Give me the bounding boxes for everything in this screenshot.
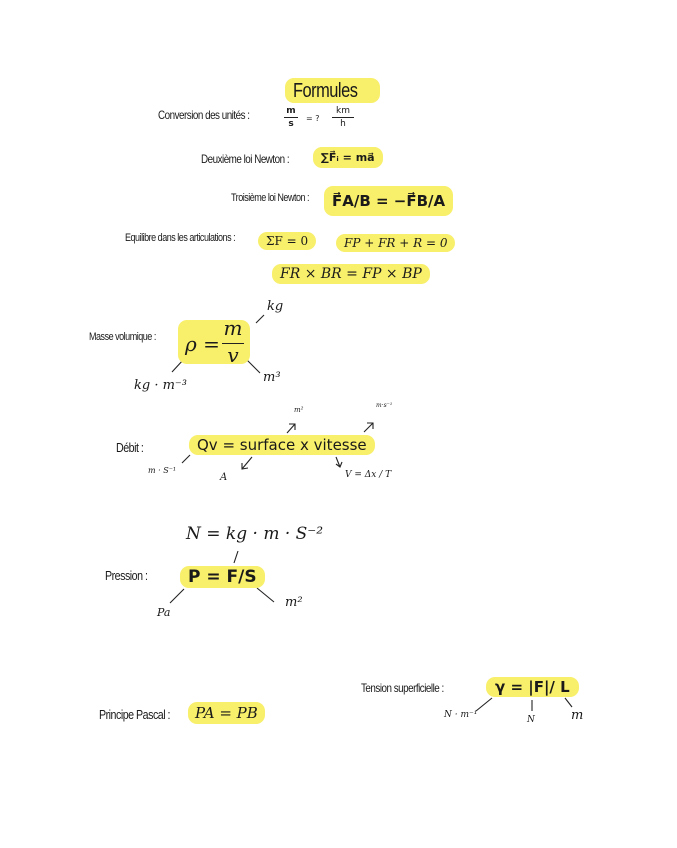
page-title [285,78,380,103]
debit-label: Débit : [116,440,144,455]
tension-label: Tension superficielle : [361,681,444,695]
conversion-num2: km [336,106,350,116]
newton2-formula: ∑F⃗ᵢ = ma⃗ [313,147,383,168]
tension-formula: γ = |F|/ L [486,677,579,697]
pression-label: Pression : [105,568,148,583]
conversion-den1: s [288,119,294,129]
masse-unit-mass: kg [267,299,284,314]
tension-unit-gamma: N · m⁻¹ [444,710,478,720]
masse-unit-rho: kg · m⁻³ [134,378,187,393]
equilibre-moments: FR × BR = FP × BP [272,264,430,284]
conversion-den2: h [340,119,346,129]
conversion-equals: = ? [306,114,320,123]
pascal-label: Principe Pascal : [99,707,171,722]
debit-formula: Qv = surface x vitesse [189,435,375,455]
pression-unit-force: N = kg · m · S⁻² [186,524,324,544]
tension-unit-length: m [571,708,584,723]
debit-unit-qv: m · S⁻¹ [148,466,177,475]
debit-symbol-surface: A [220,472,228,483]
page-title-text: Formules [293,80,358,102]
pascal-formula: PA = PB [188,702,265,724]
masse-num: m [223,316,243,340]
debit-unit-vitesse: m·s⁻¹ [376,402,393,409]
masse-den: v [227,343,239,367]
newton2-label: Deuxième loi Newton : [201,152,290,166]
conversion-fraction-2 [332,106,354,129]
fraction-bar [284,117,298,118]
pression-unit-surface: m² [285,595,303,610]
tension-unit-force: N [527,715,535,725]
conversion-num1: m [286,106,296,116]
masse-label: Masse volumique : [89,331,156,343]
debit-symbol-vitesse: V = Δx / T [345,470,392,480]
conversion-label: Conversion des unités : [158,108,250,122]
pression-unit-pressure: Pa [157,606,171,619]
masse-rho: ρ = [185,332,220,356]
debit-unit-surface: m² [294,406,304,414]
pression-formula: P = F/S [180,566,265,588]
newton3-label: Troisième loi Newton : [231,192,310,204]
conversion-fraction-1 [284,106,298,129]
equilibre-forces-sum: FP + FR + R = 0 [336,234,455,252]
newton3-formula: F⃗A/B = −F⃗B/A [324,186,453,216]
equilibre-label: Equilibre dans les articulations : [125,232,236,244]
masse-unit-volume: m³ [263,370,281,385]
fraction-bar [332,117,354,118]
masse-formula [178,316,250,367]
equilibre-sum-force: ΣF = 0 [258,232,316,250]
